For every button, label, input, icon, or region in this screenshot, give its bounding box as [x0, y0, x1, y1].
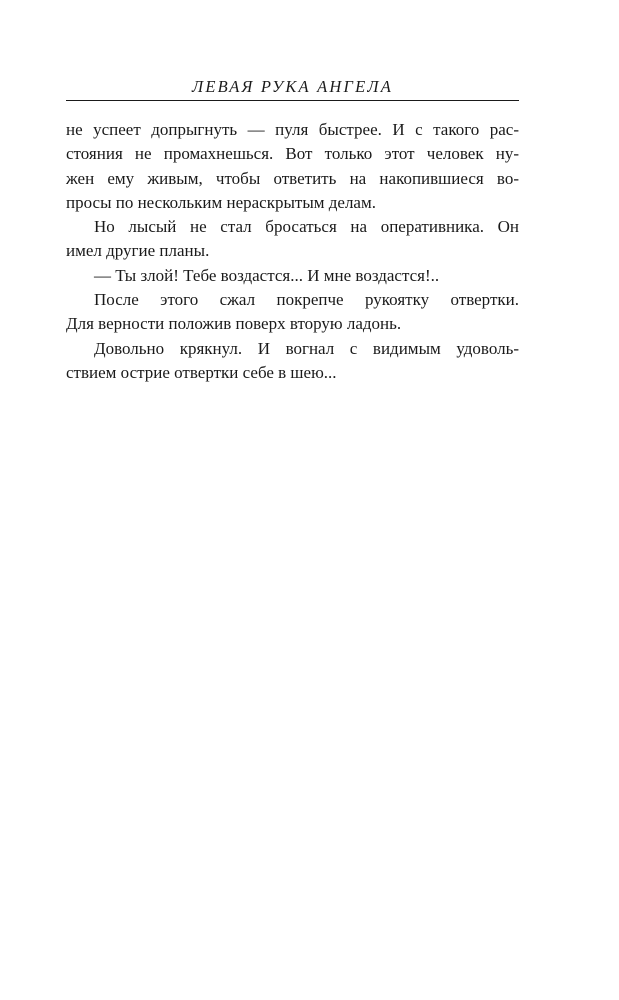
text-line: не успеет допрыгнуть — пуля быстрее. И с такого рас- — [66, 120, 519, 139]
text-line: жен ему живым, чтобы ответить на накопившиеся во- — [66, 168, 519, 188]
text-line: После этого сжал покрепче рукоятку отвертки. — [94, 290, 519, 310]
body-text — [66, 118, 519, 385]
running-head — [66, 74, 519, 101]
text-line: — Ты злой! Тебе воздастся... И мне воздастся!.. — [94, 265, 440, 285]
text-line: Но лысый не стал бросаться на оперативника. Он — [94, 217, 519, 237]
text-line: просы по нескольким нераскрытым делам. — [66, 192, 376, 212]
text-line: Довольно крякнул. И вогнал с видимым удоволь- — [94, 338, 519, 358]
text-line: стояния не промахнешься. Вот только этот человек ну- — [66, 144, 519, 164]
text-line: Для верности положив поверх вторую ладонь. — [66, 314, 402, 334]
text-line: ствием острие отвертки себе в шею... — [66, 362, 337, 382]
running-title: ЛЕВАЯ РУКА АНГЕЛА — [191, 77, 394, 96]
text-line: имел другие планы. — [66, 241, 210, 261]
